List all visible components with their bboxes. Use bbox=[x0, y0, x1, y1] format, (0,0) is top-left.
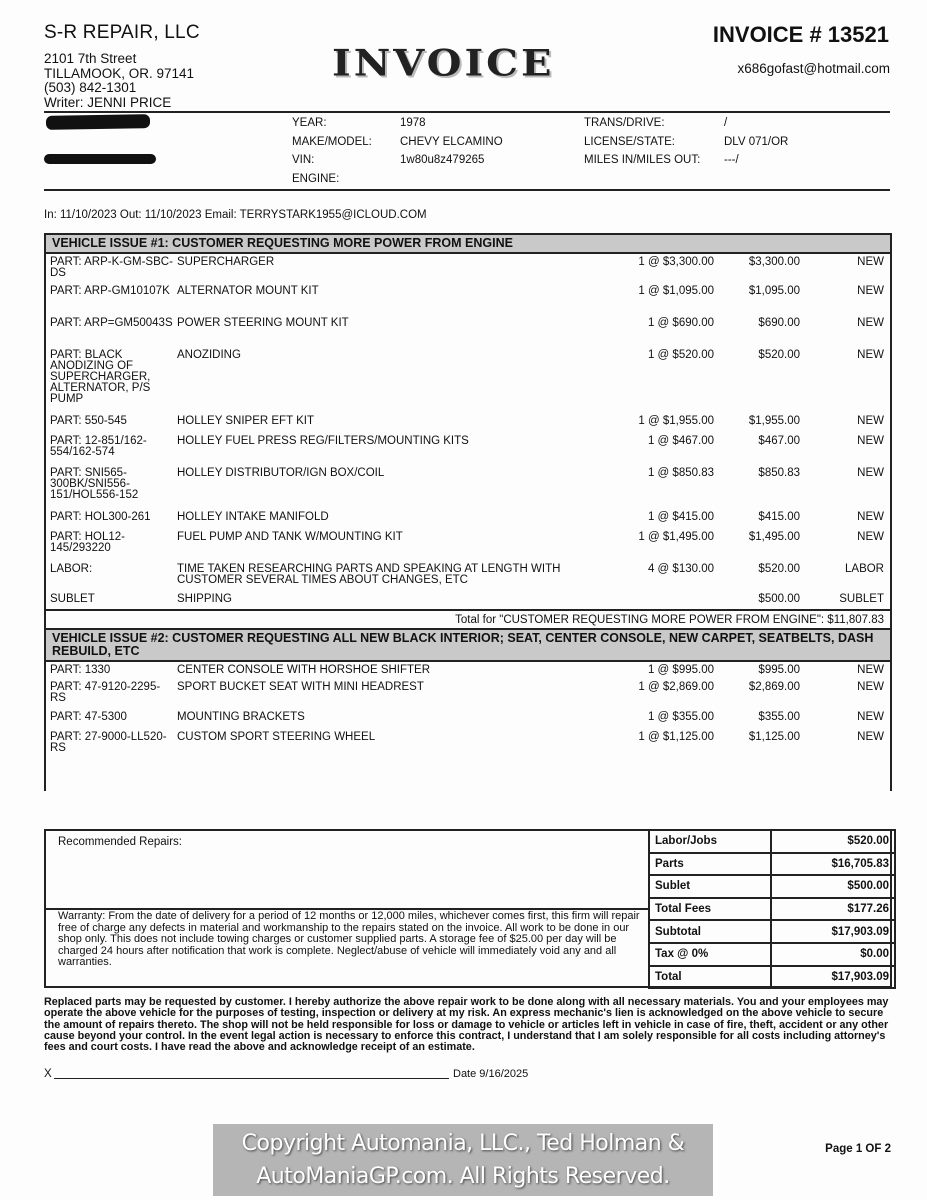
table-row bbox=[46, 682, 890, 712]
totals-value: $520.00 bbox=[771, 830, 895, 853]
totals-value: $0.00 bbox=[771, 943, 895, 966]
item-type: NEW bbox=[857, 467, 884, 479]
recommended-repairs-label: Recommended Repairs: bbox=[58, 836, 183, 848]
signature-x: X bbox=[44, 1068, 52, 1080]
item-description: MOUNTING BRACKETS bbox=[177, 711, 305, 723]
totals-row-parts bbox=[649, 853, 895, 876]
item-amount: $520.00 bbox=[758, 563, 800, 575]
line-items-table bbox=[44, 233, 892, 791]
item-qty-rate: 1 @ $355.00 bbox=[647, 711, 714, 723]
part-number: LABOR: bbox=[50, 563, 93, 575]
table-row bbox=[46, 254, 890, 286]
item-qty-rate: 1 @ $690.00 bbox=[647, 317, 714, 329]
shop-name: S-R REPAIR, LLC bbox=[44, 22, 200, 43]
item-description: CENTER CONSOLE WITH HORSHOE SHIFTER bbox=[177, 664, 431, 676]
authorization-text: Replaced parts may be requested by customer. I hereby authorize the above repair work to be done along with all necessary materials. You and your employees may operate the above vehicle for the purposes of testing, inspection or delivery at my risk. An express mechanic's lien is acknowledged on the above vehicle to secure the amount of repairs thereto. The shop will not be held responsible for loss or damage to vehicle or articles left in vehicle in case of fire, theft, accident or any other cause beyond your control. In the event legal action is necessary to enforce this contract, I understand that I am solely responsible for all costs including attorney's fees and court costs. I have read the above and acknowledge receipt of an estimate. bbox=[44, 996, 889, 1054]
item-amount: $355.00 bbox=[758, 711, 800, 723]
engine-label: ENGINE: bbox=[292, 172, 340, 185]
trans-label: TRANS/DRIVE: bbox=[584, 117, 665, 129]
table-row bbox=[46, 662, 890, 682]
table-row bbox=[46, 564, 890, 594]
year-label: YEAR: bbox=[292, 117, 327, 129]
totals-value: $177.26 bbox=[771, 898, 895, 921]
service-writer: Writer: JENNI PRICE bbox=[44, 94, 172, 110]
item-amount: $500.00 bbox=[758, 593, 800, 605]
page-number: Page 1 OF 2 bbox=[825, 1143, 891, 1155]
item-description: ANOZIDING bbox=[177, 349, 241, 361]
item-description: ALTERNATOR MOUNT KIT bbox=[177, 285, 319, 297]
redacted-customer-phone bbox=[44, 154, 156, 164]
part-number: SUBLET bbox=[50, 593, 95, 605]
item-type: NEW bbox=[857, 317, 884, 329]
item-amount: $1,125.00 bbox=[748, 731, 800, 743]
item-type: NEW bbox=[857, 531, 884, 543]
item-amount: $2,869.00 bbox=[748, 681, 800, 693]
part-number: PART: ARP=GM50043S bbox=[50, 317, 173, 329]
part-number: PART: BLACK ANODIZING OF SUPERCHARGER, ALTERNATOR, P/S PUMP bbox=[50, 349, 151, 405]
item-amount: $995.00 bbox=[758, 664, 800, 676]
dates-email-line: In: 11/10/2023 Out: 11/10/2023 Email: TERRYSTARK1955@ICLOUD.COM bbox=[44, 209, 427, 221]
item-type: NEW bbox=[857, 435, 884, 447]
part-number: PART: 47-9120-2295-RS bbox=[50, 681, 161, 704]
table-row bbox=[46, 512, 890, 532]
item-qty-rate: 1 @ $3,300.00 bbox=[638, 256, 714, 268]
part-number: PART: 12-851/162-554/162-574 bbox=[50, 435, 147, 458]
item-type: NEW bbox=[857, 681, 884, 693]
table-row bbox=[46, 350, 890, 416]
item-type: NEW bbox=[857, 285, 884, 297]
item-type: NEW bbox=[857, 711, 884, 723]
issue-2-header: VEHICLE ISSUE #2: CUSTOMER REQUESTING ALL NEW BLACK INTERIOR; SEAT, CENTER CONSOLE, NEW CARPET, SEATBELTS, DASH REBUILD, ETC bbox=[46, 628, 890, 662]
item-type: NEW bbox=[857, 731, 884, 743]
table-row bbox=[46, 732, 890, 762]
item-amount: $520.00 bbox=[758, 349, 800, 361]
miles-value: ---/ bbox=[724, 154, 739, 166]
table-row bbox=[46, 712, 890, 732]
item-description: FUEL PUMP AND TANK W/MOUNTING KIT bbox=[177, 531, 403, 543]
invoice-title: INVOICE bbox=[332, 42, 555, 85]
part-number: PART: 550-545 bbox=[50, 415, 127, 427]
item-type: NEW bbox=[857, 256, 884, 268]
shop-contact bbox=[44, 52, 194, 110]
table-row bbox=[46, 436, 890, 468]
issue-1-total: Total for "CUSTOMER REQUESTING MORE POWER FROM ENGINE": $11,807.83 bbox=[46, 609, 890, 628]
item-description: SHIPPING bbox=[177, 593, 232, 605]
item-qty-rate: 1 @ $520.00 bbox=[647, 349, 714, 361]
table-row bbox=[46, 416, 890, 436]
table-row bbox=[46, 468, 890, 512]
totals-row-tax bbox=[649, 943, 895, 966]
item-type: SUBLET bbox=[839, 593, 884, 605]
year-value: 1978 bbox=[400, 117, 426, 129]
totals-label: Total Fees bbox=[649, 898, 771, 921]
item-qty-rate: 1 @ $1,125.00 bbox=[638, 731, 714, 743]
item-description: TIME TAKEN RESEARCHING PARTS AND SPEAKING AT LENGTH WITH CUSTOMER SEVERAL TIMES ABOUT CHANGES, ETC bbox=[177, 563, 561, 586]
totals-row-fees bbox=[649, 898, 895, 921]
totals-label: Subtotal bbox=[649, 920, 771, 943]
part-number: PART: 27-9000-LL520-RS bbox=[50, 731, 167, 754]
vehicle-info-left bbox=[292, 114, 503, 188]
part-number: PART: 1330 bbox=[50, 664, 111, 676]
part-number: PART: HOL300-261 bbox=[50, 511, 151, 523]
item-amount: $690.00 bbox=[758, 317, 800, 329]
copyright-line-1: Copyright Automania, LLC., Ted Holman & bbox=[241, 1131, 685, 1156]
totals-row-labor bbox=[649, 830, 895, 853]
item-description: POWER STEERING MOUNT KIT bbox=[177, 317, 349, 329]
totals-label: Parts bbox=[649, 853, 771, 876]
make-model-label: MAKE/MODEL: bbox=[292, 135, 372, 148]
item-amount: $415.00 bbox=[758, 511, 800, 523]
item-qty-rate: 1 @ $1,495.00 bbox=[638, 531, 714, 543]
item-type: NEW bbox=[857, 664, 884, 676]
table-row bbox=[46, 594, 890, 609]
item-description: SUPERCHARGER bbox=[177, 256, 275, 268]
totals-value: $16,705.83 bbox=[771, 853, 895, 876]
item-amount: $467.00 bbox=[758, 435, 800, 447]
item-description: HOLLEY FUEL PRESS REG/FILTERS/MOUNTING KITS bbox=[177, 435, 469, 447]
vehicle-info-right bbox=[584, 114, 788, 170]
item-amount: $850.83 bbox=[758, 467, 800, 479]
totals-label: Labor/Jobs bbox=[649, 830, 771, 853]
part-number: PART: HOL12-145/293220 bbox=[50, 531, 125, 554]
shop-phone: (503) 842-1301 bbox=[44, 80, 137, 95]
warranty-text: Warranty: From the date of delivery for a period of 12 months or 12,000 miles, whichever comes first, this firm will repair free of charge any defects in material and workmanship to the repairs stated on the invoice. All work to be done in our shop only. This does not include towing charges or customer supplied parts. A storage fee of $25.00 per day will be charged 24 hours after notification that work is complete. Neglect/abuse of vehicle will immediately void any and all warranties. bbox=[58, 910, 640, 968]
miles-label: MILES IN/MILES OUT: bbox=[584, 154, 701, 166]
totals-row-sublet bbox=[649, 875, 895, 898]
item-qty-rate: 4 @ $130.00 bbox=[647, 563, 714, 575]
totals-label: Total bbox=[649, 966, 771, 989]
summary-box bbox=[44, 829, 892, 988]
issue-1-header: VEHICLE ISSUE #1: CUSTOMER REQUESTING MORE POWER FROM ENGINE bbox=[46, 233, 890, 254]
signature-line[interactable] bbox=[54, 1078, 449, 1079]
totals-row-subtotal bbox=[649, 920, 895, 943]
item-description: SPORT BUCKET SEAT WITH MINI HEADREST bbox=[177, 681, 424, 693]
item-type: NEW bbox=[857, 415, 884, 427]
shop-address-line1: 2101 7th Street bbox=[44, 51, 137, 66]
table-row bbox=[46, 532, 890, 564]
item-qty-rate: 1 @ $1,095.00 bbox=[638, 285, 714, 297]
part-number: PART: SNI565-300BK/SNI556-151/HOL556-152 bbox=[50, 467, 139, 501]
item-description: HOLLEY SNIPER EFT KIT bbox=[177, 415, 314, 427]
vin-value: 1w80u8z479265 bbox=[400, 154, 485, 166]
item-qty-rate: 1 @ $415.00 bbox=[647, 511, 714, 523]
item-qty-rate: 1 @ $850.83 bbox=[647, 467, 714, 479]
license-value: DLV 071/OR bbox=[724, 135, 789, 148]
vin-label: VIN: bbox=[292, 154, 315, 166]
totals-value: $500.00 bbox=[771, 875, 895, 898]
part-number: PART: 47-5300 bbox=[50, 711, 127, 723]
shop-address-line2: TILLAMOOK, OR. 97141 bbox=[44, 65, 195, 81]
redacted-customer-name bbox=[46, 114, 150, 130]
item-description: HOLLEY INTAKE MANIFOLD bbox=[177, 511, 329, 523]
item-description: CUSTOM SPORT STEERING WHEEL bbox=[177, 731, 376, 743]
item-qty-rate: 1 @ $2,869.00 bbox=[638, 681, 714, 693]
totals-value: $17,903.09 bbox=[771, 966, 895, 989]
shop-email: x686gofast@hotmail.com bbox=[737, 61, 890, 76]
part-number: PART: ARP-GM10107K bbox=[50, 285, 170, 297]
item-description: HOLLEY DISTRIBUTOR/IGN BOX/COIL bbox=[177, 467, 385, 479]
make-model-value: CHEVY ELCAMINO bbox=[400, 135, 503, 148]
item-qty-rate: 1 @ $1,955.00 bbox=[638, 415, 714, 427]
totals-label: Tax @ 0% bbox=[649, 943, 771, 966]
vehicle-divider bbox=[44, 189, 890, 191]
item-type: LABOR bbox=[845, 563, 884, 575]
item-qty-rate: 1 @ $995.00 bbox=[647, 664, 714, 676]
table-row bbox=[46, 286, 890, 318]
item-type: NEW bbox=[857, 349, 884, 361]
item-amount: $1,495.00 bbox=[748, 531, 800, 543]
copyright-line-2: AutoManiaGP.com. All Rights Reserved. bbox=[256, 1164, 670, 1189]
signature-date: Date 9/16/2025 bbox=[453, 1068, 529, 1080]
license-label: LICENSE/STATE: bbox=[584, 135, 675, 148]
totals-label: Sublet bbox=[649, 875, 771, 898]
invoice-number: INVOICE # 13521 bbox=[712, 22, 889, 47]
totals-table bbox=[648, 829, 896, 989]
copyright-watermark bbox=[213, 1124, 713, 1196]
item-amount: $1,095.00 bbox=[748, 285, 800, 297]
trans-value: / bbox=[724, 117, 728, 129]
item-amount: $3,300.00 bbox=[748, 256, 800, 268]
table-row bbox=[46, 318, 890, 350]
header-divider bbox=[44, 111, 890, 113]
item-type: NEW bbox=[857, 511, 884, 523]
item-qty-rate: 1 @ $467.00 bbox=[647, 435, 714, 447]
part-number: PART: ARP-K-GM-SBC-DS bbox=[50, 256, 173, 279]
totals-row-total bbox=[649, 966, 895, 989]
item-amount: $1,955.00 bbox=[748, 415, 800, 427]
totals-value: $17,903.09 bbox=[771, 920, 895, 943]
